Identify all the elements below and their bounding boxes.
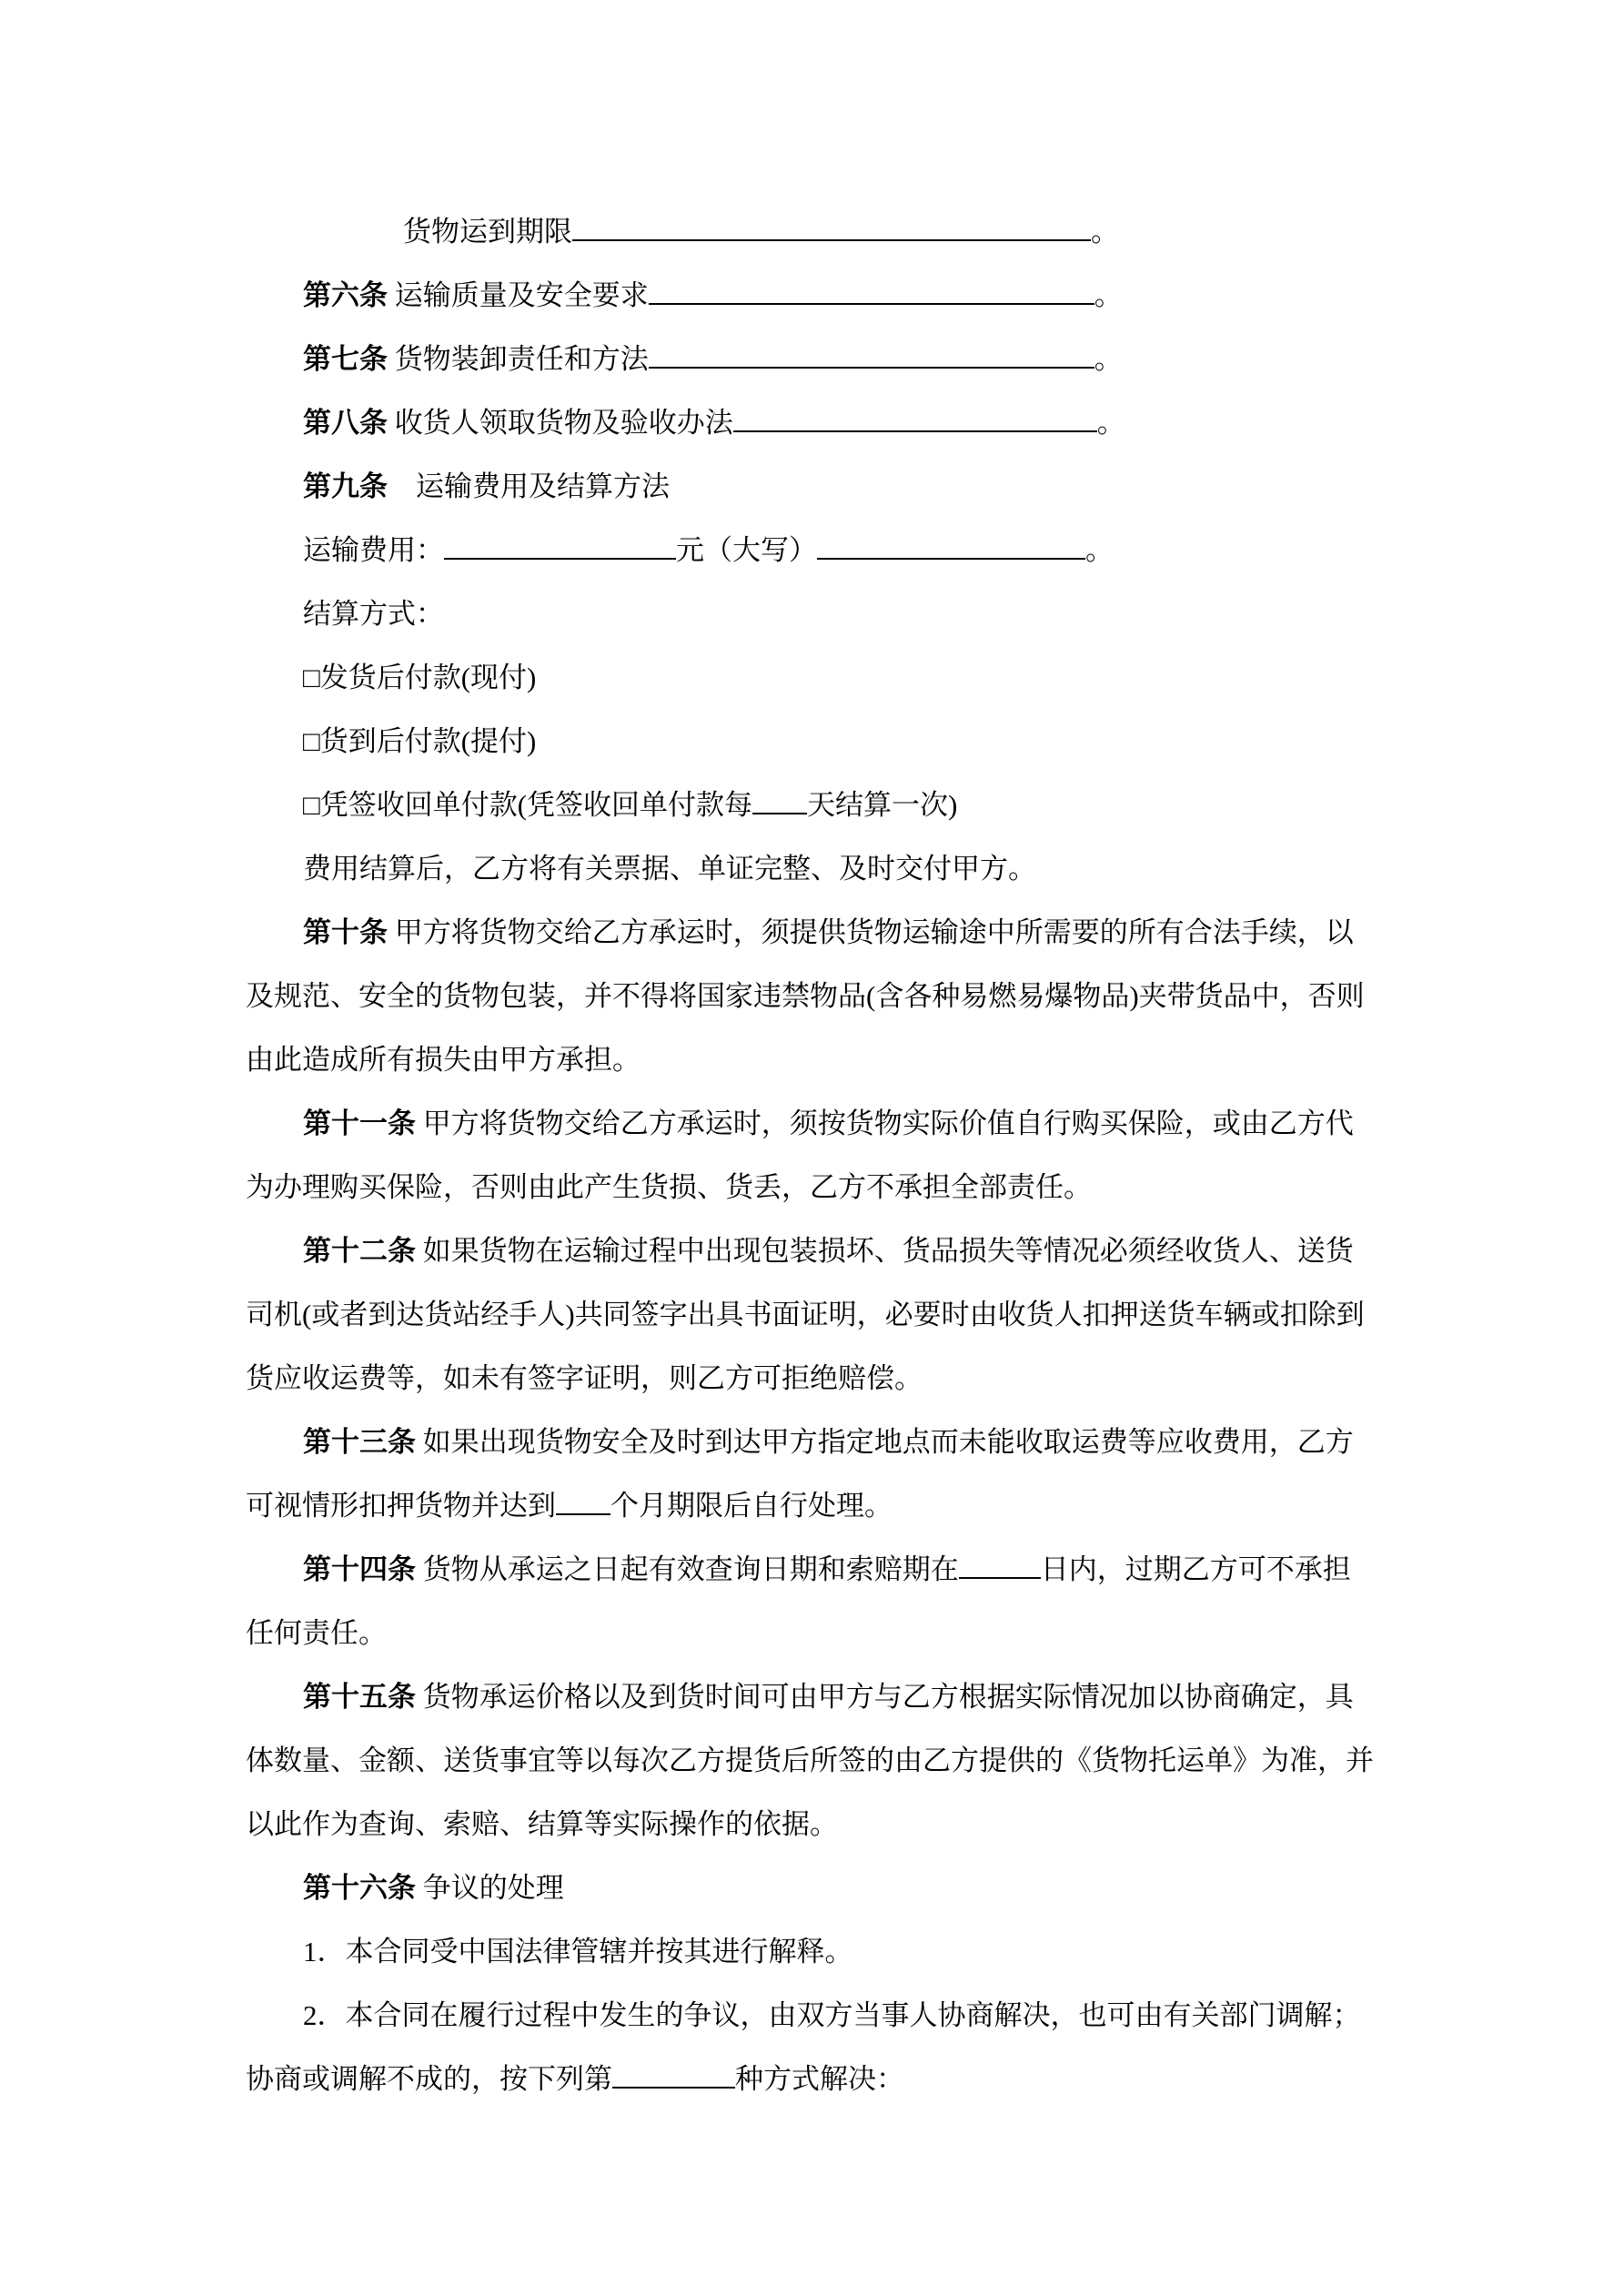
fee-settlement-note-line	[303, 837, 1419, 901]
detention-months-blank[interactable]	[556, 1485, 610, 1515]
text-run: 。	[1091, 216, 1119, 248]
clause-7-number: 第七条	[303, 343, 388, 375]
text-run: 协商或调解不成的，按下列第	[246, 2063, 612, 2095]
checkbox-icon[interactable]: □	[303, 789, 320, 821]
text-run: 为办理购买保险，否则由此产生货损、货丢，乙方不承担全部责任。	[246, 1171, 1092, 1203]
clause-6-number: 第六条	[303, 279, 388, 311]
clause-10-continuation	[246, 965, 1419, 1028]
clause-13-line	[303, 1411, 1419, 1474]
text-run: 货物运到期限	[403, 216, 572, 248]
checkbox-label-pay-after-arrival: 货到后付款(提付)	[319, 725, 537, 757]
checkbox-label-pay-after-dispatch: 发货后付款(现付)	[319, 662, 537, 693]
dispute-item-2-line	[303, 1984, 1419, 2048]
claim-period-days-blank[interactable]	[959, 1549, 1041, 1579]
clause-13-continuation	[246, 1474, 1419, 1538]
text-run: 种方式解决：	[735, 2063, 904, 2095]
checkbox-line-pay-after-arrival	[303, 710, 1419, 774]
dispute-item-2-continuation	[246, 2048, 1419, 2111]
text-run: 。	[1094, 279, 1123, 311]
clause-9-number: 第九条	[303, 470, 388, 502]
clause-15-continuation	[246, 1793, 1419, 1856]
delivery-deadline-blank[interactable]	[572, 211, 1091, 241]
text-run: 收货人领取货物及验收办法	[388, 407, 733, 439]
clause-13-number: 第十三条	[303, 1426, 416, 1458]
checkbox-line-pay-on-signed-receipt	[303, 774, 1419, 837]
clause-12-continuation	[246, 1283, 1419, 1347]
text-run: 货应收运费等，如未有签字证明，则乙方可拒绝赔偿。	[246, 1362, 923, 1394]
text-run: 运输费用：	[303, 534, 444, 566]
text-run: 争议的处理	[416, 1872, 564, 1904]
clause-7-line	[303, 328, 1419, 391]
checkbox-line-pay-after-dispatch	[303, 646, 1419, 710]
text-run: 运输费用及结算方法	[388, 470, 670, 502]
loading-responsibility-blank[interactable]	[649, 339, 1094, 369]
text-run: 体数量、金额、送货事宜等以每次乙方提货后所签的由乙方提供的《货物托运单》为准，并	[246, 1745, 1374, 1776]
clause-14-line	[303, 1538, 1419, 1602]
clause-15-line	[303, 1665, 1419, 1729]
text-run: 结算方式：	[303, 598, 444, 630]
text-run: 2．本合同在履行过程中发生的争议，由双方当事人协商解决，也可由有关部门调解；	[303, 1999, 1361, 2031]
freight-amount-words-blank[interactable]	[817, 530, 1085, 560]
text-run: 1．本合同受中国法律管辖并按其进行解释。	[303, 1936, 853, 1967]
clause-12-continuation	[246, 1347, 1419, 1411]
text-run: 元（大写）	[676, 534, 817, 566]
text-run: 运输质量及安全要求	[388, 279, 649, 311]
text-run: 货物装卸责任和方法	[388, 343, 649, 375]
clause-11-continuation	[246, 1156, 1419, 1219]
checkbox-icon[interactable]: □	[303, 725, 320, 757]
clause-11-line	[303, 1092, 1419, 1156]
clause-10-number: 第十条	[303, 916, 388, 948]
quality-safety-blank[interactable]	[649, 275, 1094, 305]
text-run: 司机(或者到达货站经手人)共同签字出具书面证明，必要时由收货人扣押送货车辆或扣除到	[246, 1299, 1365, 1330]
text-run: 如果出现货物安全及时到达甲方指定地点而未能收取运费等应收费用，乙方	[416, 1426, 1354, 1458]
clause-8-line	[303, 391, 1419, 455]
clause-14-number: 第十四条	[303, 1553, 416, 1585]
clause-16-number: 第十六条	[303, 1872, 416, 1904]
text-run: 甲方将货物交给乙方承运时，须按货物实际价值自行购买保险，或由乙方代	[416, 1108, 1354, 1139]
text-run: 货物承运价格以及到货时间可由甲方与乙方根据实际情况加以协商确定，具	[416, 1681, 1354, 1713]
delivery-deadline-line	[403, 200, 1419, 264]
settlement-method-line	[303, 582, 1419, 646]
text-run: 日内，过期乙方可不承担	[1040, 1553, 1351, 1585]
clause-12-number: 第十二条	[303, 1235, 416, 1267]
clause-15-number: 第十五条	[303, 1681, 416, 1713]
clause-14-continuation	[246, 1602, 1419, 1665]
clause-10-continuation	[246, 1028, 1419, 1092]
checkbox-icon[interactable]: □	[303, 662, 320, 693]
checkbox-label-pay-on-signed-receipt: 凭签收回单付款(凭签收回单付款每	[319, 789, 753, 821]
clause-8-number: 第八条	[303, 407, 388, 439]
text-run: 个月期限后自行处理。	[610, 1490, 893, 1522]
text-run: 可视情形扣押货物并达到	[246, 1490, 556, 1522]
text-run: 货物从承运之日起有效查询日期和索赔期在	[416, 1553, 959, 1585]
text-run: 如果货物在运输过程中出现包装损坏、货品损失等情况必须经收货人、送货	[416, 1235, 1354, 1267]
clause-15-continuation	[246, 1729, 1419, 1793]
text-run: 由此造成所有损失由甲方承担。	[246, 1044, 641, 1076]
receiving-method-blank[interactable]	[733, 402, 1097, 432]
text-run: 。	[1094, 343, 1123, 375]
text-run: 任何责任。	[246, 1617, 387, 1649]
freight-fee-line	[303, 519, 1419, 582]
clause-11-number: 第十一条	[303, 1108, 416, 1139]
text-run: 。	[1096, 407, 1125, 439]
freight-amount-blank[interactable]	[444, 530, 676, 560]
clause-16-line	[303, 1856, 1419, 1920]
text-run: 费用结算后，乙方将有关票据、单证完整、及时交付甲方。	[303, 853, 1036, 885]
dispute-item-1-line	[303, 1920, 1419, 1984]
clause-12-line	[303, 1219, 1419, 1283]
text-run: 天结算一次)	[807, 789, 958, 821]
text-run: 以此作为查询、索赔、结算等实际操作的依据。	[246, 1808, 838, 1840]
text-run: 及规范、安全的货物包装，并不得将国家违禁物品(含各种易燃易爆物品)夹带货品中，否则	[246, 980, 1365, 1012]
settlement-days-blank[interactable]	[752, 784, 807, 814]
clause-6-line	[303, 264, 1419, 328]
text-run: 。	[1085, 534, 1114, 566]
text-run: 甲方将货物交给乙方承运时，须提供货物运输途中所需要的所有合法手续，以	[388, 916, 1354, 948]
clause-9-line	[303, 455, 1419, 519]
dispute-method-blank[interactable]	[612, 2058, 735, 2089]
clause-10-line	[303, 901, 1419, 965]
